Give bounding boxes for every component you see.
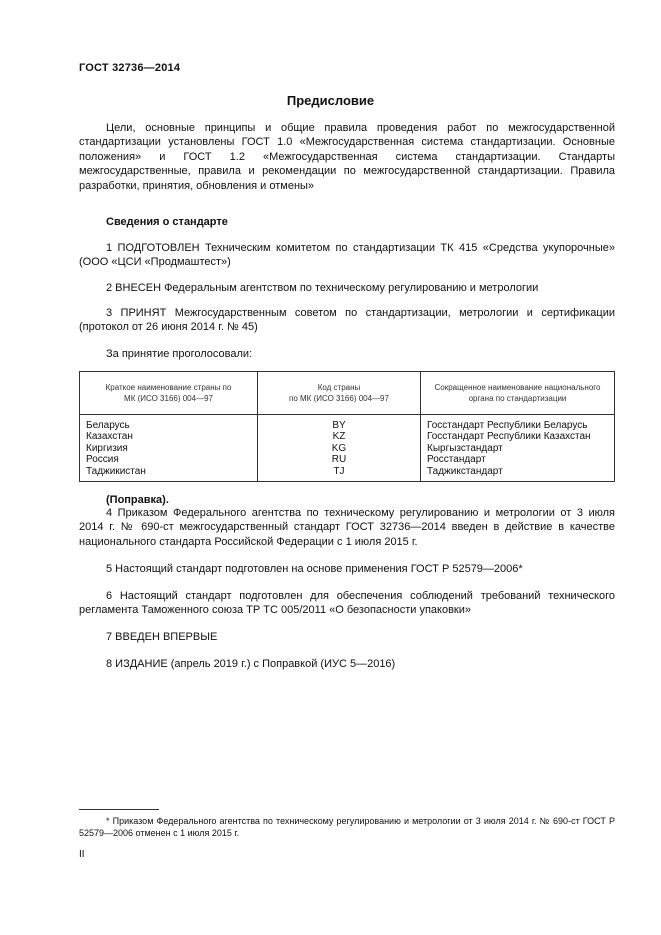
org-name: Кыргызстандарт [427, 442, 503, 454]
item-1-prepared: 1 ПОДГОТОВЛЕН Техническим комитетом по стандартизации ТК 415 «Средства укупорочные» (ООО «ЦСИ «Продмаштест») [79, 242, 615, 269]
item-2-submitted: 2 ВНЕСЕН Федеральным агентством по техническому регулированию и метрологии [106, 282, 539, 294]
footnote-separator [79, 809, 159, 810]
header-org [421, 372, 615, 415]
page-title: Предисловие [286, 93, 375, 108]
header-code-line1: Код страны [317, 383, 361, 392]
intro-paragraph: Цели, основные принципы и общие правила проведения работ по межгосударственной стандартизации установлены ГОСТ 1.0 «Межгосударственная система стандартизации. Основные положения» и ГОСТ 1.2 «Межгосударственная система стандартизации. Стандарты межгосударственные, правила и рекомендации по межгосударственной стандартизации. Правила разработки, принятия, обновления и отмены» [79, 122, 615, 192]
header-code-line2: по МК (ИСО 3166) 004—97 [289, 394, 389, 403]
country-code: KZ [332, 431, 346, 443]
org-name: Госстандарт Республики Беларусь [427, 420, 588, 431]
country-name: Таджикистан [86, 465, 146, 477]
country-code: TJ [333, 465, 345, 477]
header-country-line2: МК (ИСО 3166) 004—97 [124, 394, 213, 403]
country-name: Россия [86, 454, 119, 466]
country-column [80, 415, 258, 482]
item-7-introduced: 7 ВВЕДЕН ВПЕРВЫЕ [106, 631, 218, 643]
header-code [258, 372, 421, 415]
item-3-adopted: 3 ПРИНЯТ Межгосударственным советом по стандартизации, метрологии и сертификации (протокол от 26 июня 2014 г. № 45) [79, 307, 615, 334]
country-name: Киргизия [86, 442, 128, 454]
footnote: * Приказом Федерального агентства по техническому регулированию и метрологии от 3 июля 2014 г. № 690-ст ГОСТ Р 52579—2006 отменен с 1 июля 2015 г. [79, 816, 615, 838]
header-country-line1: Краткое наименование страны по [105, 383, 232, 392]
org-name: Росстандарт [427, 454, 486, 466]
header-org-line1: Сокращенное наименование национального [434, 383, 601, 392]
code-column [258, 415, 421, 482]
amendment-label: (Поправка). [106, 494, 169, 506]
table-header-row [80, 372, 615, 415]
header-org-line2: органа по стандартизации [468, 394, 567, 403]
item-6-compliance: 6 Настоящий стандарт подготовлен для обеспечения соблюдений требований технического регламента Таможенного союза ТР ТС 005/2011 «О безопасности упаковки» [79, 590, 615, 617]
country-name: Казахстан [86, 431, 133, 443]
item-4-order: 4 Приказом Федерального агентства по техническому регулированию и метрологии от 3 июля 2014 г. № 690-ст межгосударственный стандарт ГОСТ 32736—2014 введен в действие в качестве национального стандарта Российской Федерации с 1 июля 2015 г. [79, 507, 615, 548]
item-8-edition: 8 ИЗДАНИЕ (апрель 2019 г.) с Поправкой (ИУС 5—2016) [106, 658, 396, 670]
country-code: BY [332, 420, 346, 431]
page-number: II [79, 849, 85, 860]
vote-intro: За принятие проголосовали: [106, 348, 253, 360]
section-heading: Сведения о стандарте [106, 216, 228, 228]
voting-countries-table [79, 371, 615, 482]
document-header: ГОСТ 32736—2014 [79, 62, 181, 74]
org-column [421, 415, 615, 482]
country-code: RU [331, 454, 347, 466]
org-name: Госстандарт Республики Казахстан [427, 431, 591, 443]
org-name: Таджикстандарт [427, 465, 503, 477]
country-code: KG [331, 442, 347, 454]
item-5-basis: 5 Настоящий стандарт подготовлен на основе применения ГОСТ Р 52579—2006* [106, 563, 523, 575]
header-country [80, 372, 258, 415]
country-name: Беларусь [86, 420, 130, 431]
table-row [80, 415, 615, 482]
